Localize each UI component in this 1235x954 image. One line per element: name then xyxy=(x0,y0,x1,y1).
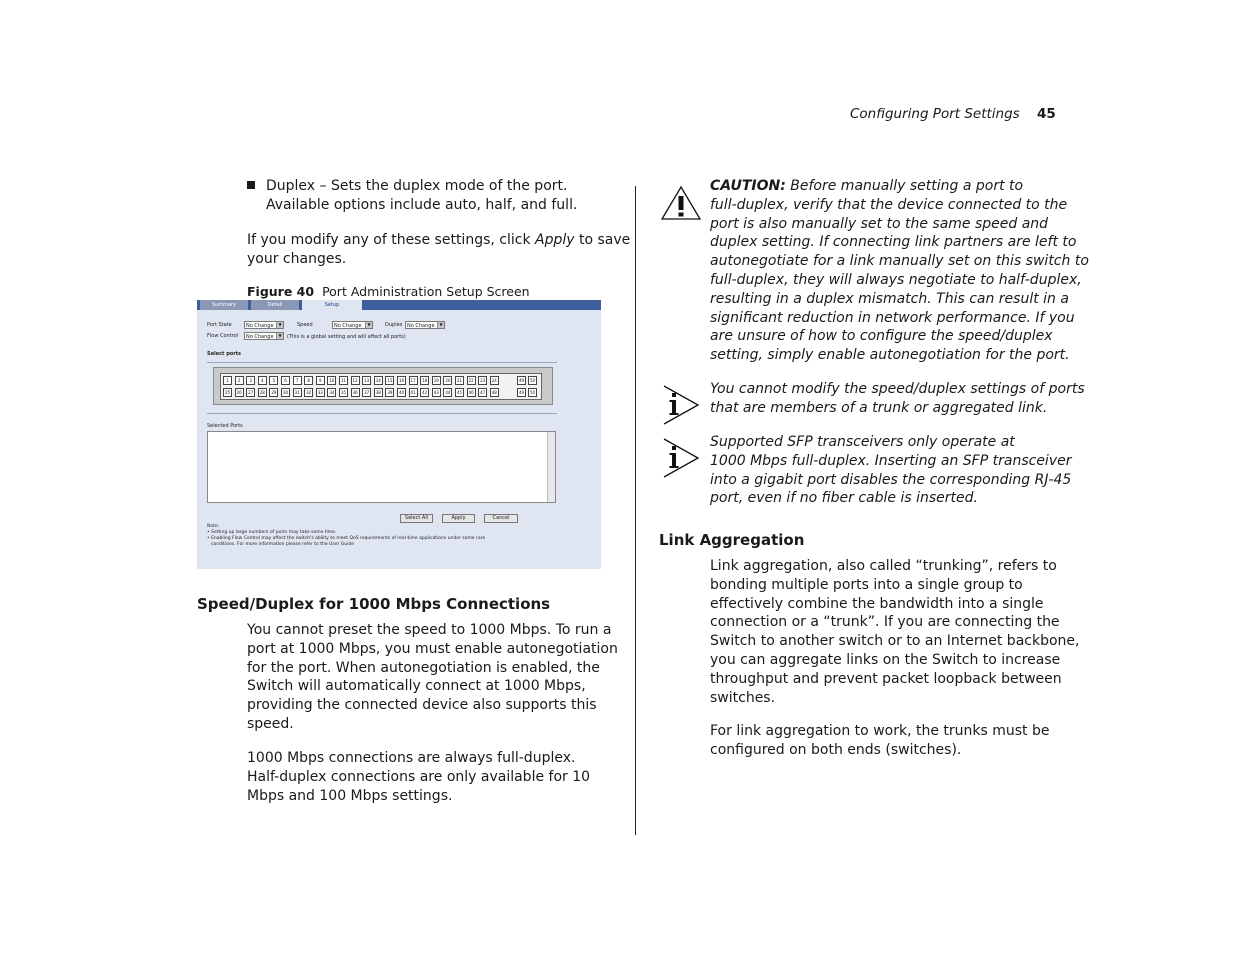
para-line: effectively combine the bandwidth into a single xyxy=(710,595,1044,612)
duplex-select[interactable] xyxy=(405,321,445,329)
port-checkbox[interactable]: 9 xyxy=(316,376,325,385)
note-line: that are members of a trunk or aggregated link. xyxy=(710,399,1048,416)
para-line: Switch to another switch or to an Internet backbone, xyxy=(710,633,1080,650)
port-checkbox[interactable]: 23 xyxy=(480,378,486,383)
para-line: For link aggregation to work, the trunks must be xyxy=(710,723,1050,739)
flow-control-label: Flow Control xyxy=(207,333,239,339)
para-line: for the port. When autonegotiation is enabled, the xyxy=(247,659,600,676)
caution-line: significant reduction in network performance. If you xyxy=(710,309,1075,326)
selected-ports-label: Selected Ports xyxy=(207,423,243,429)
port-checkbox[interactable]: 26 xyxy=(236,390,242,395)
divider xyxy=(207,413,557,414)
tab-bar xyxy=(197,300,601,310)
para-line: Link aggregation, also called “trunking”, refers to xyxy=(710,558,1057,574)
port-grid xyxy=(220,373,542,400)
bullet-marker xyxy=(247,181,255,189)
para-line: You cannot preset the speed to 1000 Mbps. To run a xyxy=(247,622,612,638)
port-checkbox[interactable]: 18 xyxy=(422,378,428,383)
tab-setup[interactable]: Setup xyxy=(302,300,362,310)
apply-button[interactable]: Apply xyxy=(442,514,475,523)
caution-line: full-duplex, they will always negotiate to half-duplex, xyxy=(710,271,1082,288)
apply-emphasis: Apply xyxy=(535,232,575,248)
para-line: providing the connected device also supports this xyxy=(247,697,597,714)
port-checkbox[interactable]: 24 xyxy=(491,378,497,383)
port-checkbox[interactable]: 33 xyxy=(317,390,323,395)
speed-label: Speed xyxy=(297,322,313,328)
port-checkbox[interactable]: 48 xyxy=(491,390,497,395)
caution-line: duplex setting. If connecting link partners are left to xyxy=(710,234,1077,251)
port-checkbox[interactable]: 34 xyxy=(329,390,335,395)
port-checkbox[interactable]: 25 xyxy=(224,390,231,395)
port-checkbox[interactable]: 21 xyxy=(456,378,463,383)
cancel-button[interactable]: Cancel xyxy=(484,514,518,523)
port-checkbox[interactable]: 37 xyxy=(364,390,370,395)
flow-control-note: (This is a global setting and will affect all ports) xyxy=(287,334,406,340)
port-checkbox[interactable]: 27 xyxy=(248,390,254,395)
figure-caption-text: Port Administration Setup Screen xyxy=(322,284,530,299)
note-line: 1000 Mbps full-duplex. Inserting an SFP transceiver xyxy=(710,452,1072,469)
port-checkbox[interactable]: 36 xyxy=(352,390,358,395)
port-checkbox[interactable]: 29 xyxy=(271,390,277,395)
caution-line: port is also manually set to the same speed and xyxy=(710,215,1049,232)
port-checkbox[interactable]: 4 xyxy=(258,376,267,385)
port-checkbox[interactable]: 11 xyxy=(340,378,347,383)
running-header-title: Configuring Port Settings xyxy=(850,106,1020,122)
port-checkbox[interactable]: 19 xyxy=(433,378,439,383)
port-checkbox[interactable]: 17 xyxy=(410,378,416,383)
port-checkbox[interactable]: 8 xyxy=(304,376,313,385)
port-checkbox[interactable]: 10 xyxy=(329,378,335,383)
para-line: port at 1000 Mbps, you must enable autonegotiation xyxy=(247,640,618,657)
port-checkbox[interactable]: 41 xyxy=(410,390,416,395)
port-checkbox[interactable]: 49 xyxy=(518,390,525,395)
select-value: No Change xyxy=(334,323,362,329)
caution-text: Before manually setting a port to xyxy=(785,178,1024,194)
port-checkbox[interactable]: 31 xyxy=(294,390,300,395)
note-line: • Enabling Flow Control may affect the switch's ability to meet QoS requirements of real-time applications under some rare xyxy=(207,536,486,541)
selected-ports-textarea[interactable] xyxy=(207,431,556,503)
select-value: No Change xyxy=(407,323,435,329)
port-checkbox[interactable]: 44 xyxy=(445,390,451,395)
select-ports-label: Select ports xyxy=(207,351,242,357)
para-line: Switch will automatically connect at 1000 Mbps, xyxy=(247,678,586,695)
duplex-label: Duplex xyxy=(385,322,403,328)
select-value: No Change xyxy=(246,334,274,340)
port-checkbox[interactable]: 2 xyxy=(235,376,244,385)
info-arrow-icon xyxy=(662,437,700,479)
figure-label: Figure 40 xyxy=(247,284,315,299)
note-line: into a gigabit port disables the corresponding RJ-45 xyxy=(710,471,1072,488)
section-heading-link-aggregation: Link Aggregation xyxy=(659,531,805,549)
note-title: Note: xyxy=(207,524,220,529)
caution-line: are unsure of how to configure the speed/duplex xyxy=(710,328,1053,345)
para-text: If you modify any of these settings, click xyxy=(247,232,536,248)
port-state-label: Port State xyxy=(207,322,232,328)
scrollbar[interactable] xyxy=(547,432,555,502)
port-checkbox[interactable]: 3 xyxy=(246,376,255,385)
port-checkbox[interactable]: 20 xyxy=(445,378,451,383)
tab-summary[interactable]: Summary xyxy=(200,300,248,310)
port-checkbox[interactable]: 1 xyxy=(223,376,232,385)
speed-paragraph-1 xyxy=(247,621,618,734)
dropdown-arrow-icon: ▼ xyxy=(276,333,283,339)
note-line: You cannot modify the speed/duplex settings of ports xyxy=(710,381,1085,397)
para-line: connection or a “trunk”. If you are connecting the xyxy=(710,614,1060,631)
figure-caption xyxy=(247,284,530,299)
port-checkbox[interactable]: 35 xyxy=(340,390,347,395)
select-all-button[interactable]: Select All xyxy=(400,514,433,523)
port-checkbox[interactable]: 22 xyxy=(468,378,474,383)
sfp-note xyxy=(710,433,1071,508)
dropdown-arrow-icon: ▼ xyxy=(437,322,444,328)
para-line: you can aggregate links on the Switch to increase xyxy=(710,651,1061,668)
port-checkbox[interactable]: 5 xyxy=(269,376,278,385)
port-checkbox[interactable]: 50 xyxy=(529,378,536,383)
note-line: Supported SFP transceivers only operate at xyxy=(710,434,1015,450)
info-arrow-icon xyxy=(662,384,700,426)
bullet-line: Duplex – Sets the duplex mode of the port. xyxy=(266,178,568,194)
port-panel xyxy=(213,367,553,405)
port-checkbox[interactable]: 39 xyxy=(387,390,393,395)
duplex-bullet xyxy=(266,177,577,215)
note-line: port, even if no fiber cable is inserted. xyxy=(710,490,978,507)
port-admin-screenshot xyxy=(197,300,601,569)
caution-line: full-duplex, verify that the device connected to the xyxy=(710,196,1068,213)
port-checkbox[interactable]: 50 xyxy=(529,390,536,395)
port-state-select[interactable] xyxy=(244,321,284,329)
dropdown-arrow-icon: ▼ xyxy=(276,322,283,328)
port-checkbox[interactable]: 12 xyxy=(352,378,358,383)
port-checkbox[interactable]: 14 xyxy=(375,378,381,383)
select-value: No Change xyxy=(246,323,274,329)
note-line: • Setting up large numbers of ports may take some time. xyxy=(207,530,337,535)
trunk-note xyxy=(710,380,1085,418)
para-line: Mbps and 100 Mbps settings. xyxy=(247,787,453,804)
port-checkbox[interactable]: 47 xyxy=(480,390,486,395)
bullet-line: Available options include auto, half, and full. xyxy=(266,196,578,213)
para-text: to save xyxy=(574,232,631,248)
port-checkbox[interactable]: 13 xyxy=(364,378,370,383)
port-checkbox[interactable]: 49 xyxy=(518,378,525,383)
para-line: speed. xyxy=(247,715,294,732)
link-paragraph-1 xyxy=(710,557,1079,707)
para-line: throughput and prevent packet loopback between xyxy=(710,670,1062,687)
port-checkbox[interactable]: 15 xyxy=(387,378,393,383)
section-heading-speed-duplex: Speed/Duplex for 1000 Mbps Connections xyxy=(197,595,551,613)
warning-triangle-icon xyxy=(660,185,702,221)
caution-line: setting, simply enable autonegotiation for the port. xyxy=(710,347,1070,364)
link-paragraph-2 xyxy=(710,722,1049,760)
para-text: your changes. xyxy=(247,250,347,267)
para-line: configured on both ends (switches). xyxy=(710,741,962,758)
divider xyxy=(207,362,557,363)
port-checkbox[interactable]: 43 xyxy=(433,390,439,395)
para-line: switches. xyxy=(710,689,776,706)
port-checkbox[interactable]: 45 xyxy=(456,390,463,395)
dropdown-arrow-icon: ▼ xyxy=(365,322,372,328)
flow-control-select[interactable] xyxy=(244,332,284,340)
speed-paragraph-2 xyxy=(247,749,590,805)
port-checkbox[interactable]: 38 xyxy=(375,390,381,395)
para-line: bonding multiple ports into a single group to xyxy=(710,576,1023,593)
page-number: 45 xyxy=(1037,106,1056,122)
column-divider xyxy=(635,186,636,835)
port-checkbox[interactable]: 30 xyxy=(282,390,289,395)
port-checkbox[interactable]: 16 xyxy=(398,378,405,383)
speed-select[interactable] xyxy=(332,321,373,329)
port-checkbox[interactable]: 42 xyxy=(422,390,428,395)
tab-detail[interactable]: Detail xyxy=(251,300,299,310)
para-line: 1000 Mbps connections are always full-duplex. xyxy=(247,750,576,766)
port-checkbox[interactable]: 32 xyxy=(306,390,312,395)
apply-paragraph xyxy=(247,231,630,269)
port-checkbox[interactable]: 7 xyxy=(293,376,302,385)
para-line: Half-duplex connections are only available for 10 xyxy=(247,768,591,785)
caution-line: resulting in a duplex mismatch. This can result in a xyxy=(710,290,1069,307)
caution-note xyxy=(710,177,1089,365)
caution-label: CAUTION: xyxy=(710,178,786,194)
note-line: conditions. For more information please refer to the User Guide xyxy=(211,542,354,547)
port-checkbox[interactable]: 46 xyxy=(468,390,474,395)
port-checkbox[interactable]: 40 xyxy=(398,390,405,395)
port-checkbox[interactable]: 28 xyxy=(259,390,265,395)
port-checkbox[interactable]: 6 xyxy=(281,376,290,385)
caution-line: autonegotiate for a link manually set on this switch to xyxy=(710,253,1089,270)
